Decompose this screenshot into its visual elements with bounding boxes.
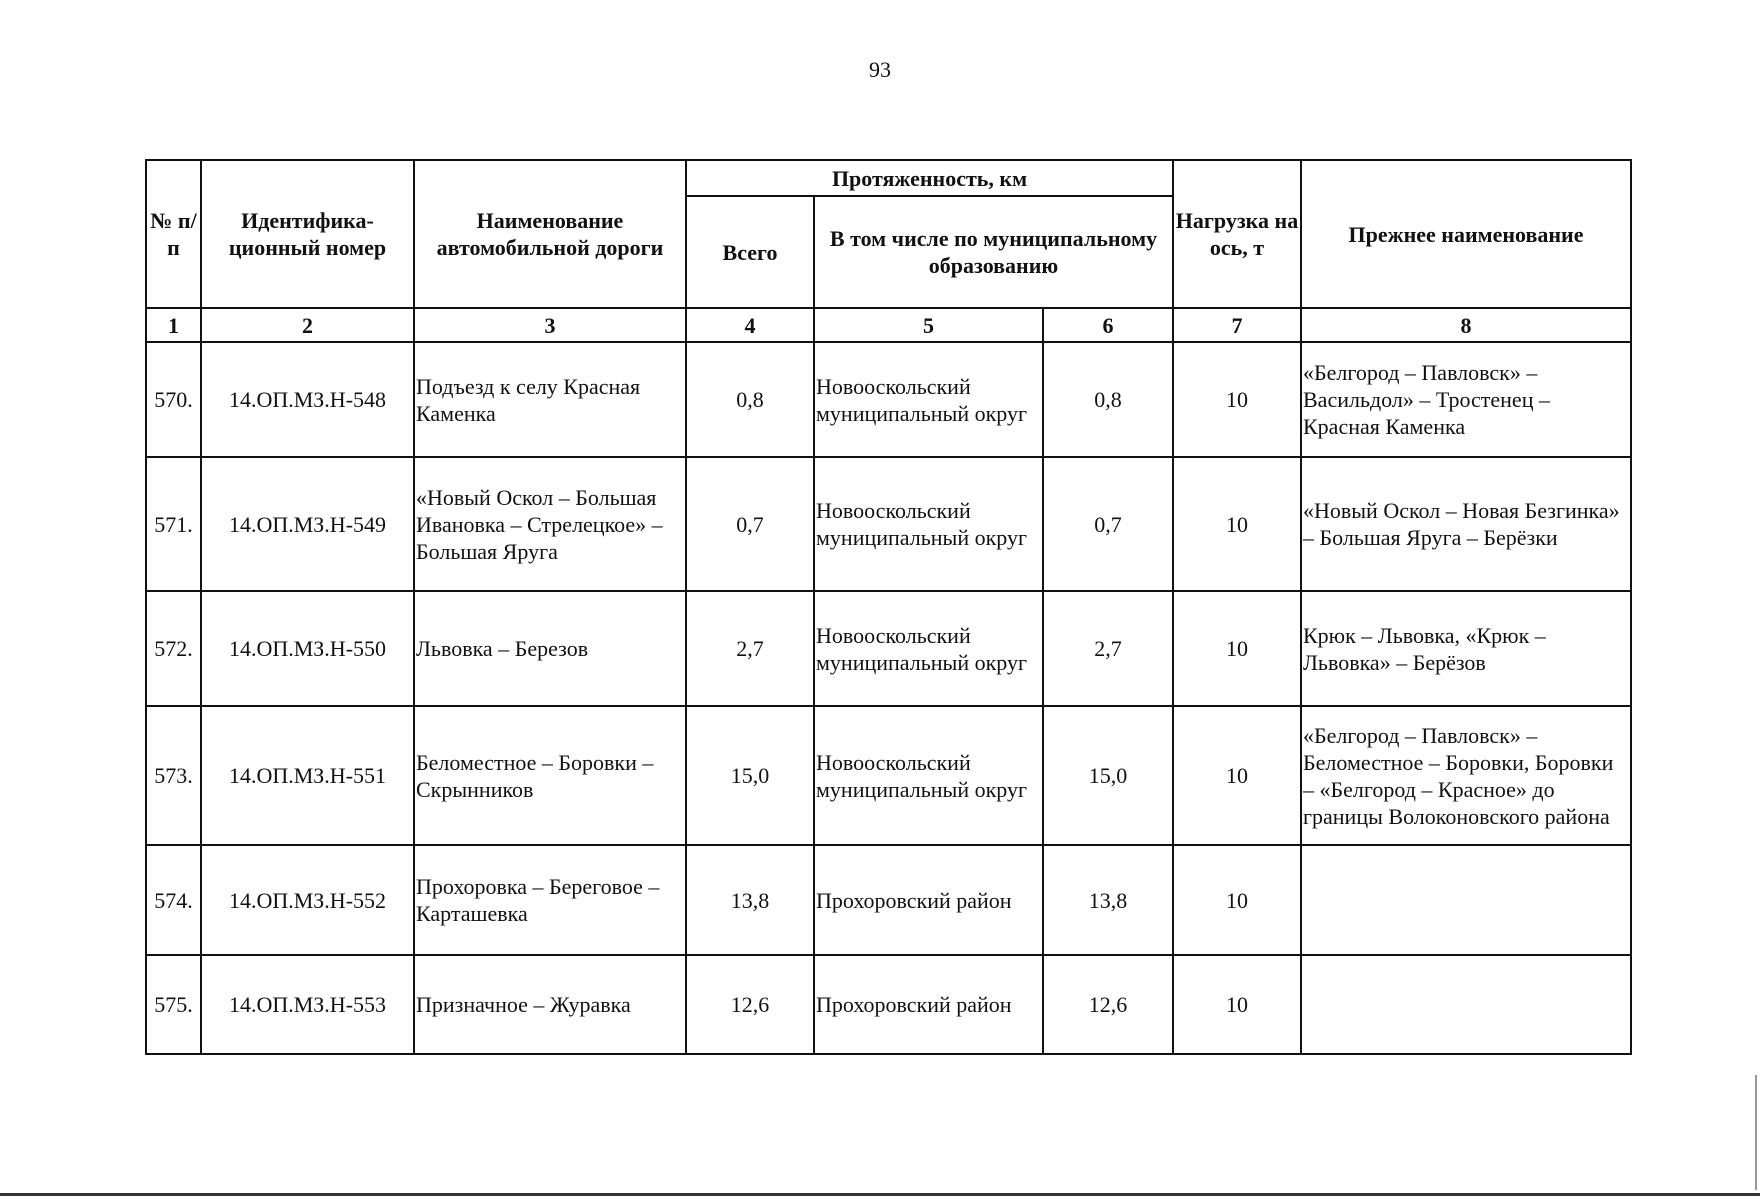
- municipality: Прохоровский район: [814, 845, 1043, 955]
- row-number: 572.: [146, 591, 201, 706]
- table-row: [146, 591, 1631, 706]
- total-length: 13,8: [686, 845, 814, 955]
- column-number: 7: [1173, 308, 1301, 342]
- axle-load: 10: [1173, 845, 1301, 955]
- axle-load: 10: [1173, 955, 1301, 1054]
- road-id: 14.ОП.МЗ.Н-548: [201, 342, 414, 457]
- total-length: 2,7: [686, 591, 814, 706]
- municipality: Новооскольский муниципальный округ: [814, 706, 1043, 845]
- axle-load: 10: [1173, 457, 1301, 591]
- former-name: Крюк – Львовка, «Крюк – Львовка» – Берёзов: [1301, 591, 1631, 706]
- header-num: № п/п: [146, 160, 201, 308]
- row-number: 574.: [146, 845, 201, 955]
- road-name: Подъезд к селу Красная Каменка: [414, 342, 686, 457]
- axle-load: 10: [1173, 706, 1301, 845]
- header-row-top: [146, 160, 1631, 196]
- roads-table: [145, 159, 1632, 1055]
- table-row: [146, 706, 1631, 845]
- road-id: 14.ОП.МЗ.Н-551: [201, 706, 414, 845]
- former-name: [1301, 845, 1631, 955]
- road-id: 14.ОП.МЗ.Н-553: [201, 955, 414, 1054]
- axle-load: 10: [1173, 591, 1301, 706]
- table-row: [146, 457, 1631, 591]
- road-name: Прохоровка – Береговое – Карташевка: [414, 845, 686, 955]
- header-length: Протяженность, км: [686, 160, 1173, 196]
- municipal-length: 13,8: [1043, 845, 1173, 955]
- municipal-length: 15,0: [1043, 706, 1173, 845]
- municipality: Новооскольский муниципальный округ: [814, 457, 1043, 591]
- column-number: 4: [686, 308, 814, 342]
- row-number: 575.: [146, 955, 201, 1054]
- road-name: Львовка – Березов: [414, 591, 686, 706]
- municipal-length: 0,8: [1043, 342, 1173, 457]
- header-id: Идентифика-ционный номер: [201, 160, 414, 308]
- page-number: 93: [869, 57, 891, 82]
- column-number: 6: [1043, 308, 1173, 342]
- municipality: Прохоровский район: [814, 955, 1043, 1054]
- road-name: Беломестное – Боровки – Скрынников: [414, 706, 686, 845]
- road-id: 14.ОП.МЗ.Н-552: [201, 845, 414, 955]
- road-name: «Новый Оскол – Большая Ивановка – Стрелецкое» – Большая Яруга: [414, 457, 686, 591]
- column-number: 2: [201, 308, 414, 342]
- municipality: Новооскольский муниципальный округ: [814, 342, 1043, 457]
- column-number: 8: [1301, 308, 1631, 342]
- total-length: 0,7: [686, 457, 814, 591]
- former-name: «Белгород – Павловск» – Васильдол» – Тростенец – Красная Каменка: [1301, 342, 1631, 457]
- column-number-row: [146, 308, 1631, 342]
- header-total: Всего: [686, 196, 814, 308]
- column-number: 1: [146, 308, 201, 342]
- header-axle-load: Нагрузка на ось, т: [1173, 160, 1301, 308]
- header-municipal: В том числе по муниципальному образованию: [814, 196, 1173, 308]
- road-id: 14.ОП.МЗ.Н-550: [201, 591, 414, 706]
- total-length: 0,8: [686, 342, 814, 457]
- former-name: «Новый Оскол – Новая Безгинка» – Большая Яруга – Берёзки: [1301, 457, 1631, 591]
- road-name: Призначное – Журавка: [414, 955, 686, 1054]
- row-number: 571.: [146, 457, 201, 591]
- row-number: 573.: [146, 706, 201, 845]
- municipal-length: 0,7: [1043, 457, 1173, 591]
- road-id: 14.ОП.МЗ.Н-549: [201, 457, 414, 591]
- former-name: «Белгород – Павловск» – Беломестное – Боровки, Боровки – «Белгород – Красное» до границы Волоконовского района: [1301, 706, 1631, 845]
- header-road-name: Наименование автомобильной дороги: [414, 160, 686, 308]
- axle-load: 10: [1173, 342, 1301, 457]
- scan-side-edge: [1755, 1075, 1757, 1190]
- column-number: 3: [414, 308, 686, 342]
- column-number: 5: [814, 308, 1043, 342]
- table-row: [146, 342, 1631, 457]
- scan-bottom-edge: [0, 1193, 1760, 1196]
- header-former-name: Прежнее наименование: [1301, 160, 1631, 308]
- municipal-length: 12,6: [1043, 955, 1173, 1054]
- row-number: 570.: [146, 342, 201, 457]
- table-row: [146, 845, 1631, 955]
- municipality: Новооскольский муниципальный округ: [814, 591, 1043, 706]
- table-row: [146, 955, 1631, 1054]
- total-length: 15,0: [686, 706, 814, 845]
- municipal-length: 2,7: [1043, 591, 1173, 706]
- total-length: 12,6: [686, 955, 814, 1054]
- former-name: [1301, 955, 1631, 1054]
